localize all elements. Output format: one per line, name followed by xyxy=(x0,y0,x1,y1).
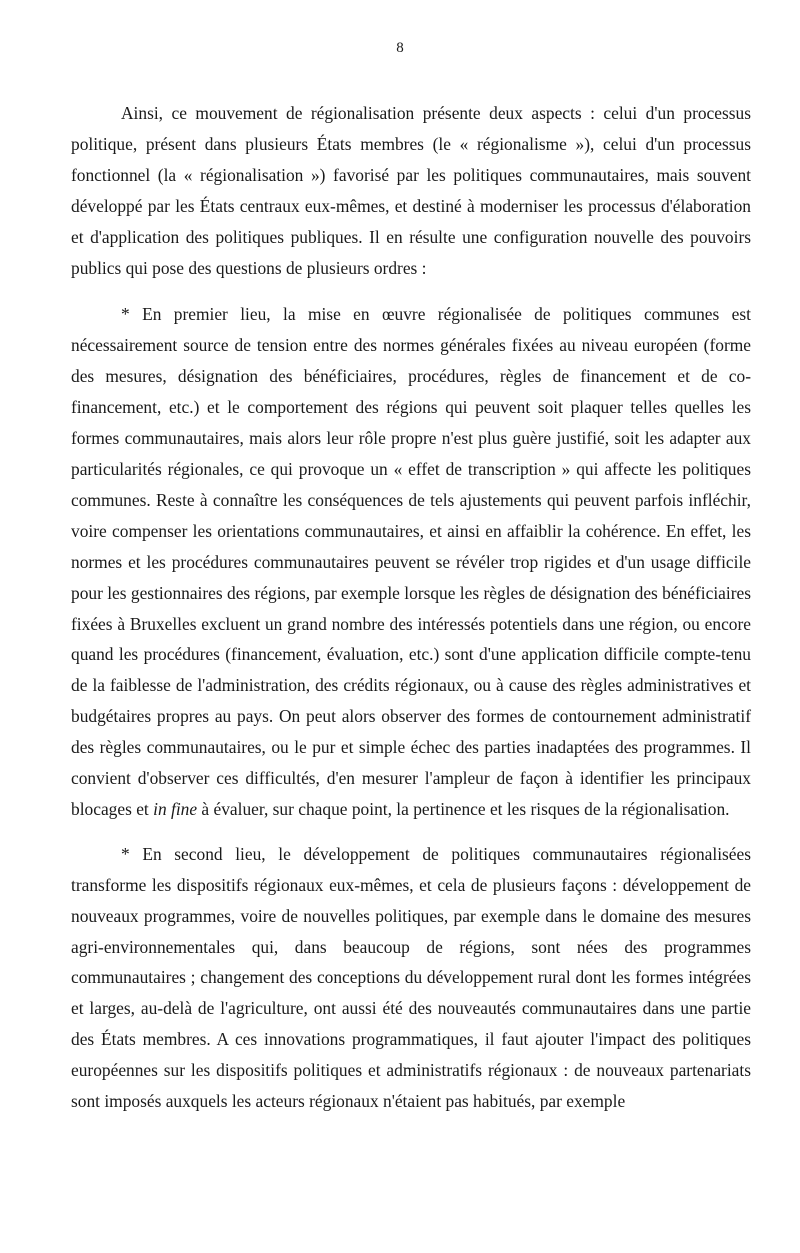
body-text xyxy=(71,98,751,1117)
paragraph-1: Ainsi, ce mouvement de régionalisation présente deux aspects : celui d'un processus politique, présent dans plusieurs États membres (le « régionalisme »), celui d'un processus fonctionnel (la « régionalisation ») favorisé par les politiques communautaires, mais souvent développé par les États centraux eux-mêmes, et destiné à moderniser les processus d'élaboration et d'application des politiques publiques. Il en résulte une configuration nouvelle des pouvoirs publics qui pose des questions de plusieurs ordres : xyxy=(71,103,751,278)
page-number: 8 xyxy=(396,40,404,56)
paragraph-2 xyxy=(71,299,751,824)
paragraph-2-italic: in fine xyxy=(153,798,198,819)
paragraph-2-text: * En premier lieu, la mise en œuvre régionalisée de politiques communes est nécessairement source de tension entre des normes générales fixées au niveau européen (forme des mesures, désignation des bénéficiaires, procédures, règles de financement et de co-financement, etc.) et le comportement des régions qui peuvent soit plaquer telles quelles les formes communautaires, mais alors leur rôle propre n'est plus guère justifié, soit les adapter aux particularités régionales, ce qui provoque un « effet de transcription » qui affecte les politiques communes. Reste à connaître les conséquences de tels ajustements qui peuvent parfois infléchir, voire compenser les orientations communautaires, et ainsi en affaiblir la cohérence. En effet, les normes et les procédures communautaires peuvent se révéler trop rigides et d'un usage difficile pour les gestionnaires des régions, par exemple lorsque les règles de désignation des bénéficiaires fixées à Bruxelles excluent un grand nombre des intéressés potentiels dans une région, ou encore quand les procédures (financement, évaluation, etc.) sont d'une application difficile compte-tenu de la faiblesse de l'administration, des crédits régionaux, ou à cause des règles administratives et budgétaires propres au pays. On peut alors observer des formes de contournement administratif des règles communautaires, ou le pur et simple échec des parties inadaptées des programmes. Il convient d'observer ces difficultés, d'en mesurer l'ampleur de façon à identifier les principaux blocages et xyxy=(71,304,751,819)
paragraph-2-end: à évaluer, sur chaque point, la pertinence et les risques de la régionalisation. xyxy=(201,798,730,819)
paragraph-3: * En second lieu, le développement de politiques communautaires régionalisées transforme les dispositifs régionaux eux-mêmes, et cela de plusieurs façons : développement de nouveaux programmes, voire de nouvelles politiques, par exemple dans le domaine des mesures agri-environnementales qui, dans beaucoup de régions, sont nées des programmes communautaires ; changement des conceptions du développement rural dont les formes intégrées et larges, au-delà de l'agriculture, ont aussi été des nouveautés communautaires dans une partie des États membres. A ces innovations programmatiques, il faut ajouter l'impact des politiques européennes sur les dispositifs politiques et administratifs régionaux : de nouveaux partenariats sont imposés auxquels les acteurs régionaux n'étaient pas habitués, par exemple xyxy=(71,843,751,1112)
